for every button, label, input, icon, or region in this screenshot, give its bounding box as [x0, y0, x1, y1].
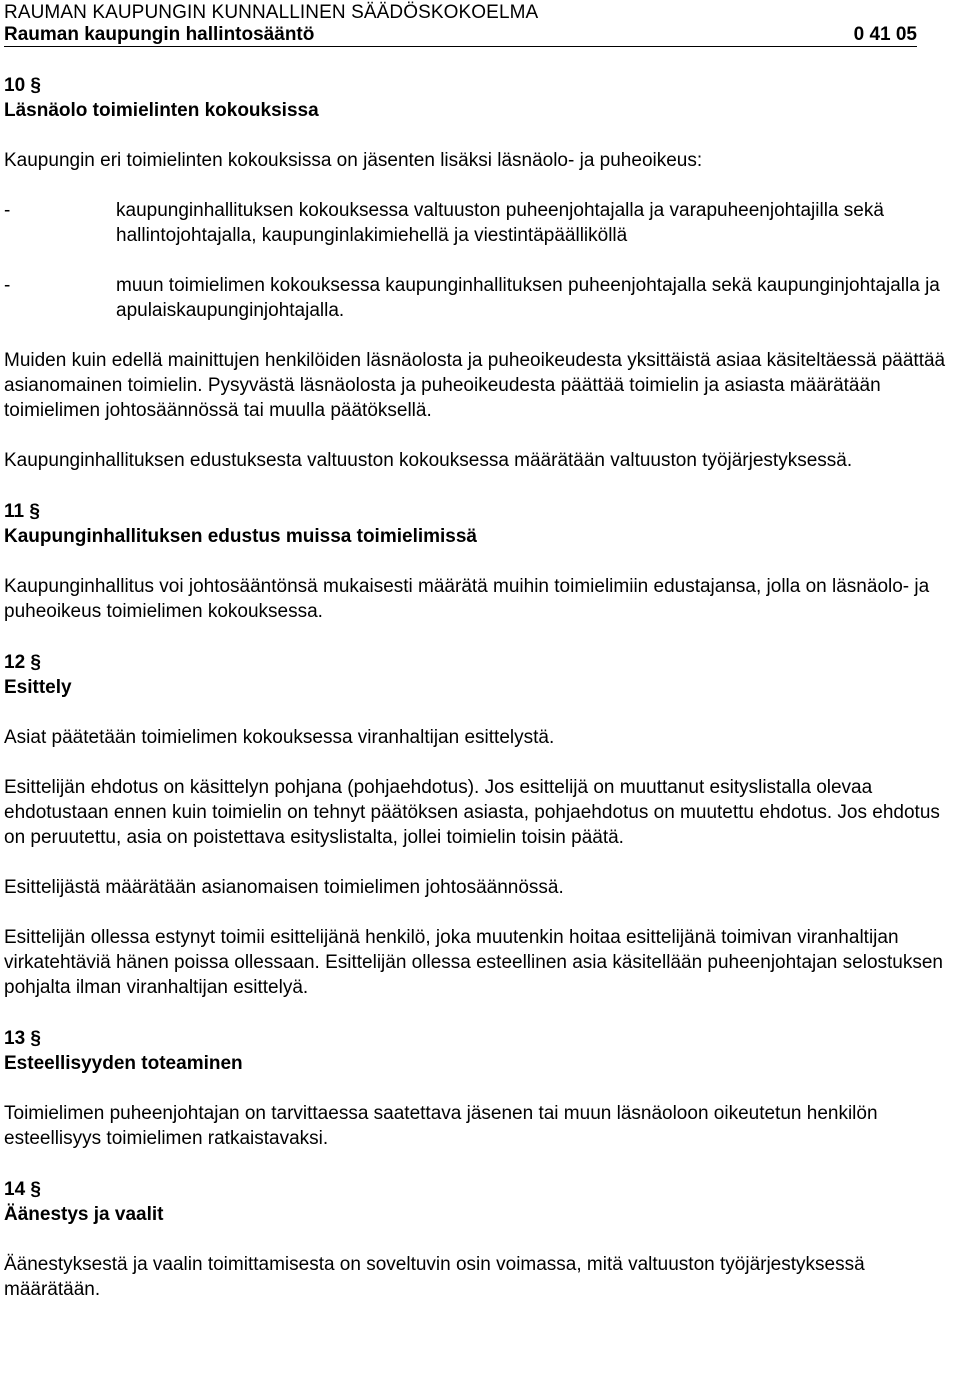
section-10-paragraph-3: Kaupunginhallituksen edustuksesta valtuuston kokouksessa määrätään valtuuston työjärjestyksessä.	[4, 450, 853, 471]
section-11-paragraph-1: Kaupunginhallitus voi johtosääntönsä mukaisesti määrätä muihin toimielimiin edustajansa, jolla on läsnäolo- ja puheoikeus toimielimen kokouksessa.	[4, 576, 930, 622]
list-item-text: muun toimielimen kokouksessa kaupunginhallituksen puheenjohtajalla sekä kaupunginjohtajalla ja apulaiskaupunginjohtajalla.	[116, 275, 940, 321]
section-14-number: 14 §	[4, 1179, 41, 1200]
list-item-text: kaupunginhallituksen kokouksessa valtuuston puheenjohtajalla ja varapuheenjohtajilla sekä hallintojohtajalla, kaupunginlakimiehellä ja viestintäpäälliköllä	[116, 200, 884, 246]
section-14-title: Äänestys ja vaalit	[4, 1204, 164, 1225]
section-12-number: 12 §	[4, 652, 41, 673]
section-10-list-item-1	[4, 198, 948, 248]
section-10-title: Läsnäolo toimielinten kokouksissa	[4, 100, 319, 121]
section-10-number: 10 §	[4, 75, 41, 96]
section-10-intro: Kaupungin eri toimielinten kokouksissa on jäsenten lisäksi läsnäolo- ja puheoikeus:	[4, 150, 703, 171]
section-10-list-item-2	[4, 273, 948, 323]
section-12-paragraph-1: Asiat päätetään toimielimen kokouksessa viranhaltijan esittelystä.	[4, 727, 555, 748]
list-dash: -	[4, 200, 11, 221]
section-14-paragraph-1: Äänestyksestä ja vaalin toimittamisesta on soveltuvin osin voimassa, mitä valtuuston työjärjestyksessä määrätään.	[4, 1254, 865, 1300]
document-header-row	[4, 24, 917, 47]
collection-title: RAUMAN KAUPUNGIN KUNNALLINEN SÄÄDÖSKOKOELMA	[4, 2, 539, 23]
section-12-paragraph-3: Esittelijästä määrätään asianomaisen toimielimen johtosäännössä.	[4, 877, 564, 898]
section-13-paragraph-1: Toimielimen puheenjohtajan on tarvittaessa saatettava jäsenen tai muun läsnäoloon oikeutetun henkilön esteellisyys toimielimen ratkaistavaksi.	[4, 1103, 878, 1149]
section-12-title: Esittely	[4, 677, 72, 698]
document-code: 0 41 05	[853, 24, 917, 45]
section-12-paragraph-2: Esittelijän ehdotus on käsittelyn pohjana (pohjaehdotus). Jos esittelijä on muuttanut esityslistalla olevaa ehdotustaan ennen kuin toimielin on tehnyt päätöksen asiasta, pohjaehdotus on muutettu ehdotus. Jos ehdotus on peruutettu, asia on poistettava esityslistalta, jollei toimielin toisin päätä.	[4, 777, 940, 848]
section-13-title: Esteellisyyden toteaminen	[4, 1053, 243, 1074]
list-dash: -	[4, 275, 11, 296]
section-11-number: 11 §	[4, 501, 40, 522]
section-11-title: Kaupunginhallituksen edustus muissa toimielimissä	[4, 526, 477, 547]
section-12-paragraph-4: Esittelijän ollessa estynyt toimii esittelijänä henkilö, joka muutenkin hoitaa esittelijänä toimivan viranhaltijan virkatehtäviä hänen poissa ollessaan. Esittelijän ollessa esteellinen asia käsitellään puheenjohtajan selostuksen pohjalta ilman viranhaltijan esittelyä.	[4, 927, 943, 998]
document-title: Rauman kaupungin hallintosääntö	[4, 24, 315, 45]
section-13-number: 13 §	[4, 1028, 41, 1049]
section-10-paragraph-2: Muiden kuin edellä mainittujen henkilöiden läsnäolosta ja puheoikeudesta yksittäistä asiaa käsiteltäessä päättää asianomainen toimielin. Pysyvästä läsnäolosta ja puheoikeudesta päättää toimielin ja asiasta määrätään toimielimen johtosäännössä tai muulla päätöksellä.	[4, 350, 946, 421]
